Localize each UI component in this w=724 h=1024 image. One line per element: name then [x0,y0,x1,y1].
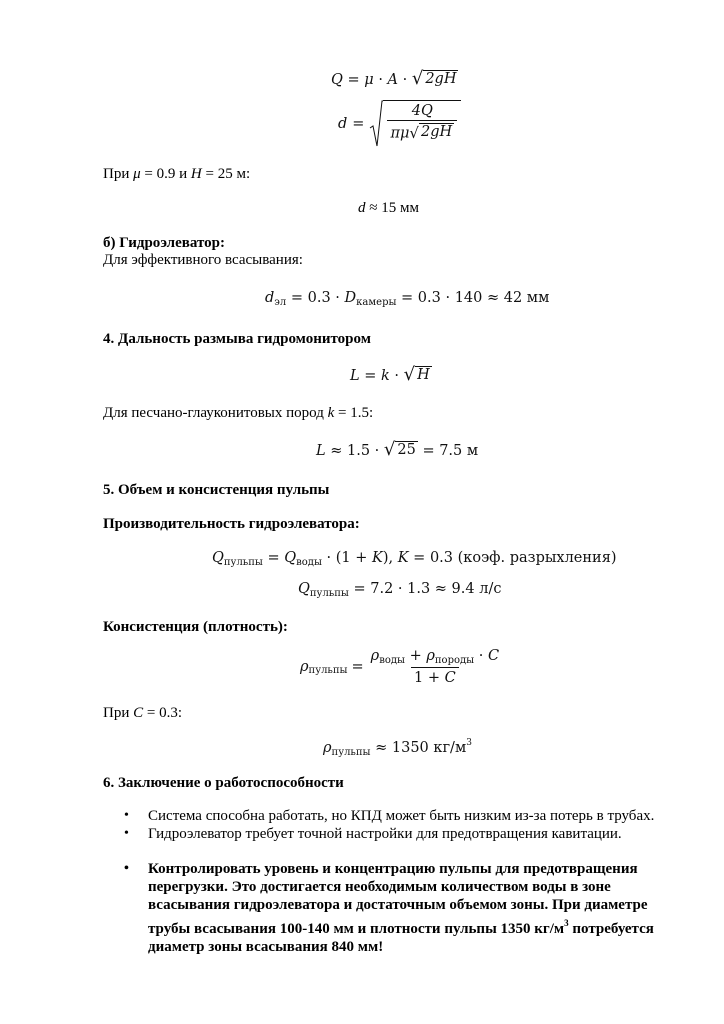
symbol-rho: ρ [300,659,309,675]
formula-part: = 7.5 м [417,443,479,459]
equals-sign: = [359,368,382,384]
formula-part: = 7.2 · 1.3 ≈ 9.4 л/с [348,581,502,597]
symbol-q: Q [212,550,224,566]
text-segment: = 1.5: [334,405,374,421]
symbol-d: d [338,116,348,132]
formula-density [300,648,502,686]
formula-part: = 0.3 · 140 ≈ 42 мм [396,290,550,306]
symbol-k: K [397,550,409,566]
text-line: диаметр зоны всасывания 840 мм! [148,939,384,955]
fraction-numerator: 4Q [411,103,433,119]
symbol-c: C [133,705,144,721]
subscript: воды [379,655,405,666]
symbol-l: L [316,443,326,459]
subscript: воды [296,557,322,568]
dot-operator: · [474,648,488,664]
diameter-result [358,200,419,217]
text-line: трубы всасывания 100-140 мм и плотности пульпы 1350 кг/м [148,921,565,937]
sqrt-expression: √ 25 [383,439,416,460]
formula-part: = 0.3 · [286,290,345,306]
list-item: • Гидроэлеватор требует точной настройки для предотвращения кавитации. [124,825,654,843]
sand-paragraph [103,405,373,422]
text-line: перегрузки. Это достигается необходимым количеством воды в зоне [148,879,611,895]
equals-sign: = [262,550,285,566]
formula-distance [350,366,432,384]
symbol-d: d [265,290,275,306]
subscript: эл [274,297,287,308]
section-4-title: 4. Дальность размыва гидромонитором [103,331,371,347]
symbol-l: L [350,368,360,384]
symbol-q: Q [331,72,343,88]
sqrt-expression: √ 2gH [411,68,457,89]
formula-part: = 0.3 (коэф. разрыхления) [408,550,617,566]
c-paragraph [103,705,182,722]
productivity-title: Производительность гидроэлеватора: [103,516,360,532]
text-line: всасывания гидроэлеватора и достаточным объемом зоны. При диаметре [148,897,648,913]
symbol-mu: μ [364,72,374,88]
subscript: пульпы [223,557,263,568]
symbol-rho: ρ [370,648,380,664]
dot-operator: · [389,368,404,384]
symbol-c: C [487,648,500,664]
text-segment: При [103,166,134,182]
pi-mu: πμ [390,125,410,142]
section-5-title: 5. Объем и консистенция пульпы [103,482,330,498]
symbol-rho: ρ [323,740,332,756]
equals-sign: = [352,116,365,132]
result-value: ≈ 15 мм [365,200,419,216]
equals-sign: = [351,659,364,675]
radicand: 2gH [425,71,457,88]
fraction-denominator [411,667,459,686]
section-b-title: б) Гидроэлеватор: [103,235,225,251]
text-segment: = 0.3: [143,705,183,721]
subscript: пульпы [308,664,348,676]
subscript: породы [434,655,475,666]
symbol-a: A [387,72,399,88]
radicand: 2gH [420,124,453,140]
formula-part: ≈ 1350 кг/м [370,740,467,756]
formula-diameter [338,100,461,148]
superscript: 3 [564,918,569,928]
list-item: • Система способна работать, но КПД может быть низким из-за потерь в трубах. [124,807,654,825]
sqrt-expression: √ H [403,364,430,385]
density-fraction [368,648,502,686]
text-line: Контролировать уровень и концентрацию пульпы для предотвращения [148,861,638,877]
fraction-numerator [368,648,502,667]
symbol-d: d [358,200,366,216]
fraction-denominator: πμ √ 2gH [387,120,457,142]
text-segment: = 0.9 и [140,166,191,182]
symbol-k: K [372,550,383,566]
formula-part: · (1 + [321,550,372,566]
section-6-title: 6. Заключение о работоспособности [103,775,344,791]
subscript: пульпы [331,747,371,758]
symbol-k: k [327,405,335,421]
symbol-D: D [344,290,357,306]
subscript: камеры [356,297,397,308]
radical-sign-icon [369,100,383,148]
list-item-bold [124,860,654,956]
radicand: H [417,367,430,384]
formula-distance-result [316,441,478,459]
dot-operator: · [378,72,383,88]
formula-elevator-diameter [265,290,549,308]
radicand: 25 [397,442,416,459]
text-line: потребуется [568,921,654,937]
formula-part: ), [382,550,398,566]
conclusion-bold-list [124,860,654,956]
subscript: пульпы [309,588,349,599]
text-segment: Для песчано-глауконитовых пород [103,405,328,421]
equals-sign: = [347,72,360,88]
conclusion-list [124,807,654,843]
condition-paragraph [103,166,250,183]
symbol-mu: μ [133,166,141,182]
symbol-c: C [444,670,456,686]
symbol-rho: ρ [426,648,435,664]
formula-density-result [323,738,472,758]
superscript: 3 [466,738,472,748]
formula-pulp-flow-result [298,581,501,599]
text-segment: = 25 м: [201,166,251,182]
formula-part: 1 + [414,670,445,686]
symbol-q: Q [284,550,297,566]
big-sqrt [369,100,461,148]
plus-sign: + [404,648,427,664]
formula-pulp-flow [212,550,617,568]
formula-part: ≈ 1.5 · [325,443,384,459]
dot-operator: · [402,72,408,88]
text-segment: При [103,705,134,721]
section-b-text: Для эффективного всасывания: [103,252,303,268]
formula-flow-rate [331,70,458,88]
symbol-q: Q [298,581,310,597]
consistency-title: Консистенция (плотность): [103,619,288,635]
symbol-h: H [190,166,202,182]
symbol-k: k [381,368,390,384]
